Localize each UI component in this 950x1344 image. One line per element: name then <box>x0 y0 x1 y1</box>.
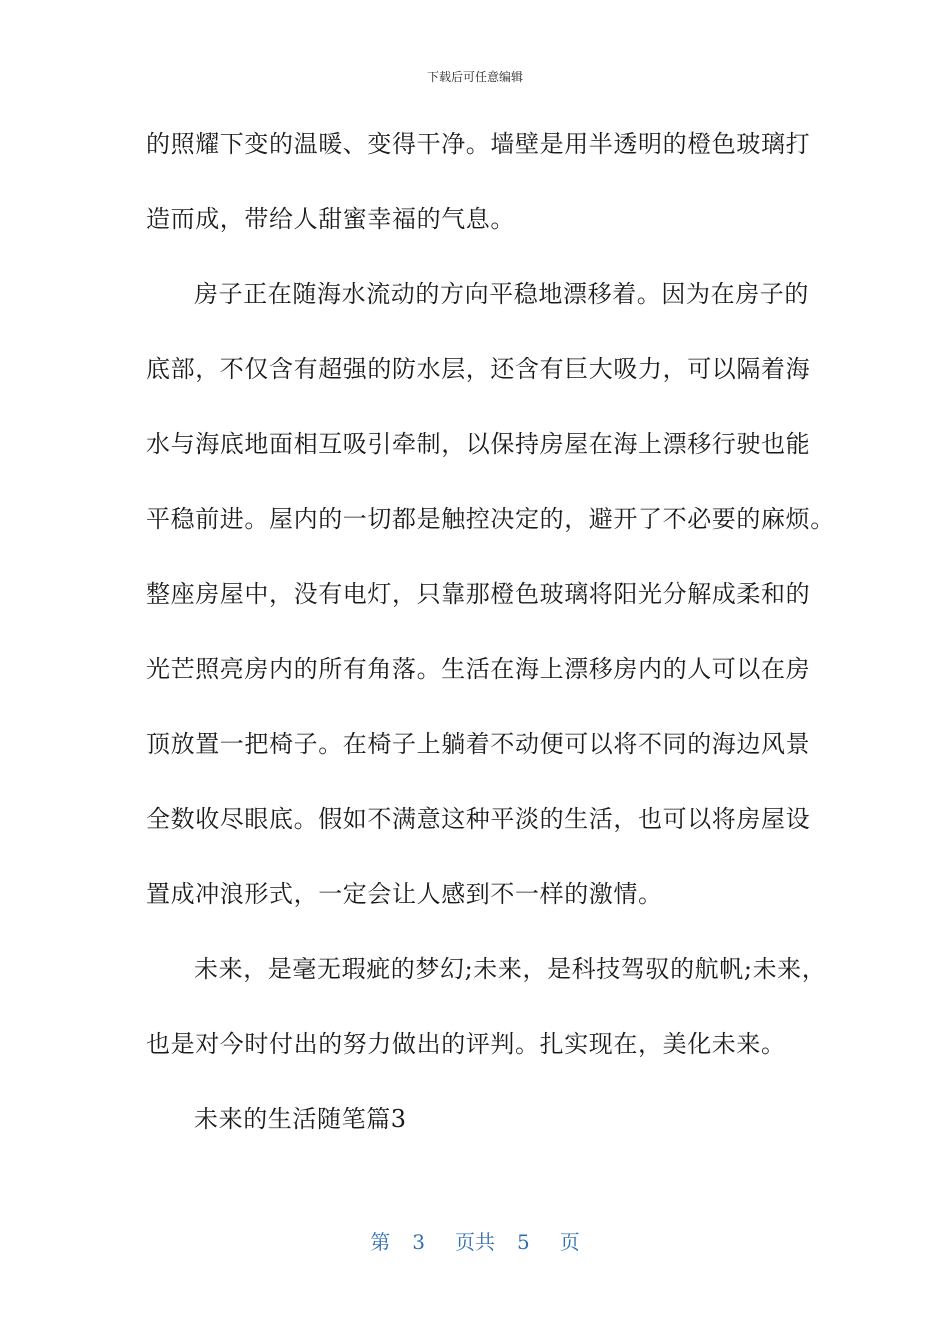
text-line: 水与海底地面相互吸引牵制，以保持房屋在海上漂移行驶也能 <box>146 430 811 458</box>
footer-prefix: 第 <box>370 1230 391 1254</box>
current-page-number: 3 <box>412 1230 425 1254</box>
header-note: 下载后可任意编辑 <box>426 70 523 84</box>
text-line: 整座房屋中，没有电灯，只靠那橙色玻璃将阳光分解成柔和的 <box>146 580 811 608</box>
text-line: 顶放置一把椅子。在椅子上躺着不动便可以将不同的海边风景 <box>146 730 811 758</box>
text-line: 也是对今时付出的努力做出的评判。扎实现在，美化未来。 <box>146 1030 786 1058</box>
text-line: 底部，不仅含有超强的防水层，还含有巨大吸力，可以隔着海 <box>146 355 811 383</box>
text-line: 房子正在随海水流动的方向平稳地漂移着。因为在房子的 <box>194 280 809 308</box>
text-line: 未来，是毫无瑕疵的梦幻;未来，是科技驾驭的航帆;未来， <box>194 955 827 983</box>
footer-suffix: 页 <box>559 1230 580 1254</box>
text-line: 全数收尽眼底。假如不满意这种平淡的生活，也可以将房屋设 <box>146 805 811 833</box>
total-page-count: 5 <box>517 1230 530 1254</box>
page-footer <box>0 1226 950 1255</box>
text-line: 的照耀下变的温暖、变得干净。墙壁是用半透明的橙色玻璃打 <box>146 130 811 158</box>
text-line: 光芒照亮房内的所有角落。生活在海上漂移房内的人可以在房 <box>146 655 811 683</box>
text-line: 平稳前进。屋内的一切都是触控决定的，避开了不必要的麻烦。 <box>146 505 835 533</box>
text-line: 造而成，带给人甜蜜幸福的气息。 <box>146 205 515 233</box>
footer-middle: 页共 <box>455 1230 495 1254</box>
text-line: 置成冲浪形式，一定会让人感到不一样的激情。 <box>146 880 663 908</box>
section-heading: 未来的生活随笔篇3 <box>194 1105 407 1133</box>
